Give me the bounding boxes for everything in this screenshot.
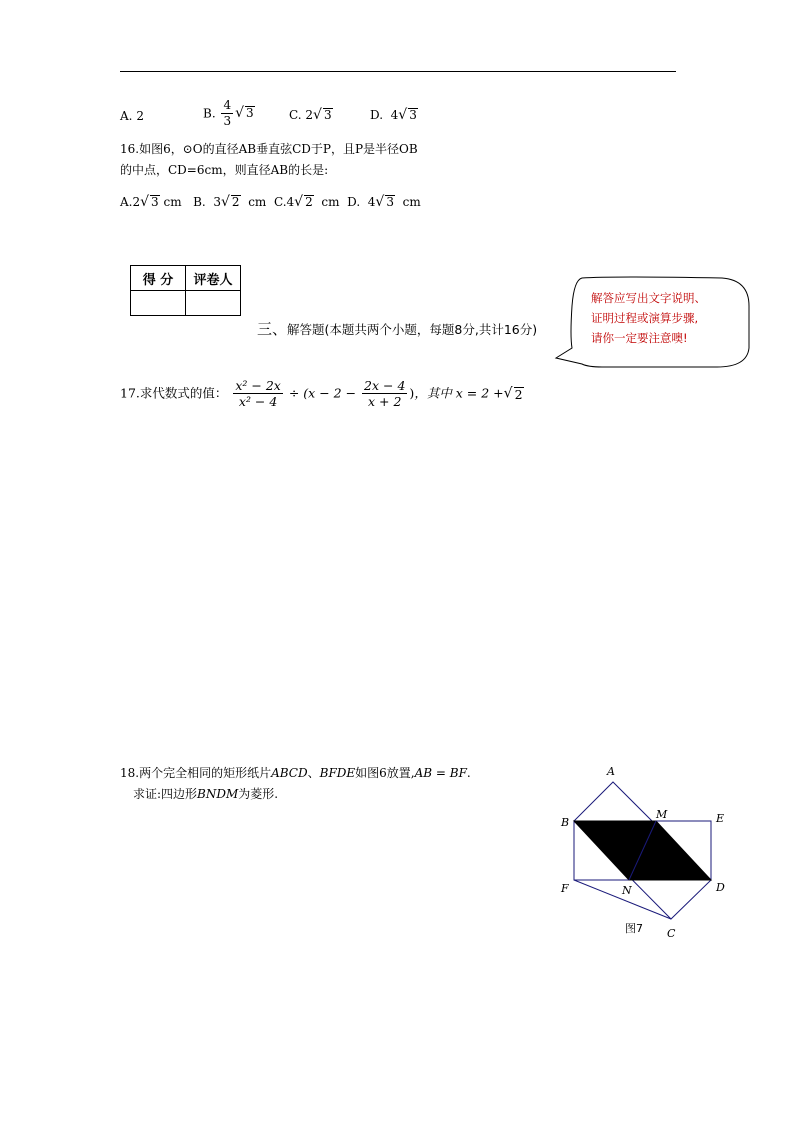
- q16-option-c: C.4√ 2 cm: [273, 194, 340, 210]
- score-cell: [131, 291, 186, 316]
- score-header: 得 分: [131, 266, 186, 291]
- label-a: A: [607, 765, 615, 778]
- label-m: M: [656, 808, 668, 821]
- q15-option-d: D. 4√ 3: [370, 107, 417, 123]
- grader-header: 评卷人: [186, 266, 241, 291]
- q15-option-b: B. $\frac{4}{3}$ √ 3: [203, 98, 254, 128]
- label-d: D: [716, 881, 725, 894]
- q16-option-b: B. 3√ 2 cm: [193, 194, 267, 210]
- bubble-text: 解答应写出文字说明、 证明过程或演算步骤, 请你一定要注意噢!: [591, 291, 706, 345]
- q17: 17.求代数式的值： $\frac{\text{x² − 2x}}{\text{x² − 4}}$ ÷ (x − 2 − $\frac{2x - 4}{x + 2}$ )，其中 x = 2 +√ 2: [120, 378, 523, 409]
- q16-option-a: A.2√ 3 cm: [120, 194, 182, 210]
- label-e: E: [716, 812, 725, 825]
- label-c: C: [667, 927, 676, 940]
- q16-options: [120, 194, 421, 210]
- q16-option-d: D. 4√ 3 cm: [347, 194, 421, 210]
- geometry-figure: [550, 760, 750, 950]
- q15-option-c: C. 2√ 3: [289, 107, 332, 123]
- q18-line1: 18.两个完全相同的矩形纸片ABCD、BFDE如图6放置,AB = BF.: [120, 766, 471, 780]
- label-f: F: [561, 882, 569, 895]
- q18-line2: 求证:四边形BNDM为菱形.: [133, 787, 279, 801]
- label-n: N: [622, 884, 632, 897]
- q15-option-a: A. 2: [120, 109, 144, 123]
- score-table: [130, 265, 241, 316]
- label-b: B: [561, 816, 570, 829]
- q16-line1: 16.如图6，⊙O的直径AB垂直弦CD于P，且P是半径OB: [120, 142, 418, 156]
- section3-title: 三、解答题(本题共两个小题，每题8分,共计16分): [257, 320, 538, 338]
- header-rule: [120, 71, 676, 72]
- q16-line2: 的中点，CD=6cm，则直径AB的长是:: [120, 163, 329, 177]
- figure-caption: 图7: [625, 922, 643, 935]
- grader-cell: [186, 291, 241, 316]
